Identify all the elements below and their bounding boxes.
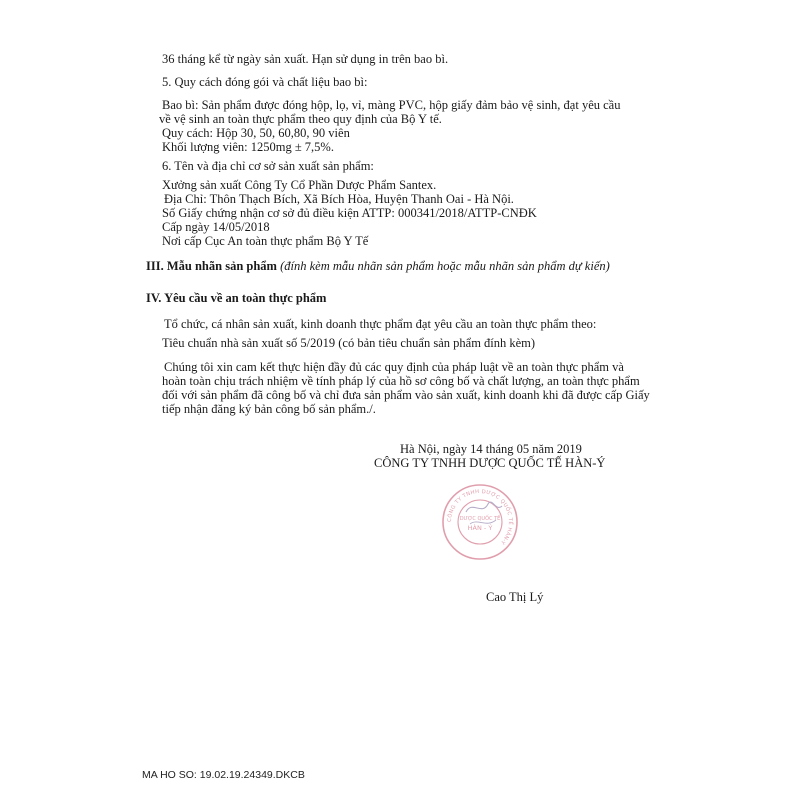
section-3-note: (đính kèm mẫu nhãn sản phẩm hoặc mẫu nhãn sản phẩm dự kiến) bbox=[280, 259, 610, 273]
certificate-date: Cấp ngày 14/05/2018 bbox=[162, 220, 270, 234]
packaging-heading: 5. Quy cách đóng gói và chất liệu bao bì: bbox=[162, 75, 368, 89]
signature-date: Hà Nội, ngày 14 tháng 05 năm 2019 bbox=[400, 442, 582, 456]
svg-text:CÔNG TY TNHH DƯỢC QUỐC TẾ HÀN-: CÔNG TY TNHH DƯỢC QUỐC TẾ HÀN-Ý bbox=[446, 488, 514, 546]
manufacturer-heading: 6. Tên và địa chỉ cơ sở sản xuất sản phẩm: bbox=[162, 159, 374, 173]
section-4-title: IV. Yêu cầu về an toàn thực phẩm bbox=[146, 291, 327, 305]
section-3-title: III. Mẫu nhãn sản phẩm bbox=[146, 259, 277, 273]
manufacturer-address: Địa Chỉ: Thôn Thạch Bích, Xã Bích Hòa, Huyện Thanh Oai - Hà Nội. bbox=[164, 192, 514, 206]
certificate-number: Số Giấy chứng nhận cơ sở đủ điều kiện ATTP: 000341/2018/ATTP-CNĐK bbox=[162, 206, 537, 220]
signer-name: Cao Thị Lý bbox=[486, 590, 544, 604]
commitment-line-1: Chúng tôi xin cam kết thực hiện đầy đủ các quy định của pháp luật về an toàn thực phẩm và bbox=[164, 360, 624, 374]
packaging-line-1: Bao bì: Sản phẩm được đóng hộp, lọ, vỉ, màng PVC, hộp giấy đảm bảo vệ sinh, đạt yêu cầu bbox=[162, 98, 621, 112]
signature-company: CÔNG TY TNHH DƯỢC QUỐC TẾ HÀN-Ý bbox=[374, 456, 606, 470]
manufacturer-standard-line: Tiêu chuẩn nhà sản xuất số 5/2019 (có bản tiêu chuẩn sản phẩm đính kèm) bbox=[162, 336, 536, 350]
package-spec-line: Quy cách: Hộp 30, 50, 60,80, 90 viên bbox=[162, 126, 350, 140]
packaging-line-2: về vệ sinh an toàn thực phẩm theo quy định của Bộ Y tế. bbox=[159, 112, 442, 126]
pill-weight-line: Khối lượng viên: 1250mg ± 7,5%. bbox=[162, 140, 334, 154]
manufacturer-name: Xưởng sản xuất Công Ty Cổ Phần Dược Phẩm Santex. bbox=[162, 178, 437, 192]
section-3-heading bbox=[146, 259, 610, 274]
shelf-life-line: 36 tháng kể từ ngày sản xuất. Hạn sử dụng in trên bao bì. bbox=[162, 52, 449, 66]
commitment-line-3: đối với sản phẩm đã công bố và chỉ đưa sản phẩm vào sản xuất, kinh doanh khi đã được cấp Giấy bbox=[162, 388, 650, 402]
commitment-line-2: hoàn toàn chịu trách nhiệm về tính pháp lý của hồ sơ công bố và chất lượng, an toàn thực phẩm bbox=[162, 374, 640, 388]
commitment-line-4: tiếp nhận đăng ký bản công bố sản phẩm./. bbox=[162, 402, 376, 416]
company-seal-icon bbox=[440, 482, 520, 562]
dossier-code: MA HO SO: 19.02.19.24349.DKCB bbox=[142, 769, 305, 781]
safety-requirement-line: Tổ chức, cá nhân sản xuất, kinh doanh thực phẩm đạt yêu cầu an toàn thực phẩm theo: bbox=[164, 317, 597, 331]
certificate-issuer: Nơi cấp Cục An toàn thực phẩm Bộ Y Tế bbox=[162, 234, 369, 248]
svg-text:DƯỢC QUỐC TẾ: DƯỢC QUỐC TẾ bbox=[459, 516, 501, 522]
svg-text:HÀN - Ý: HÀN - Ý bbox=[467, 524, 493, 532]
